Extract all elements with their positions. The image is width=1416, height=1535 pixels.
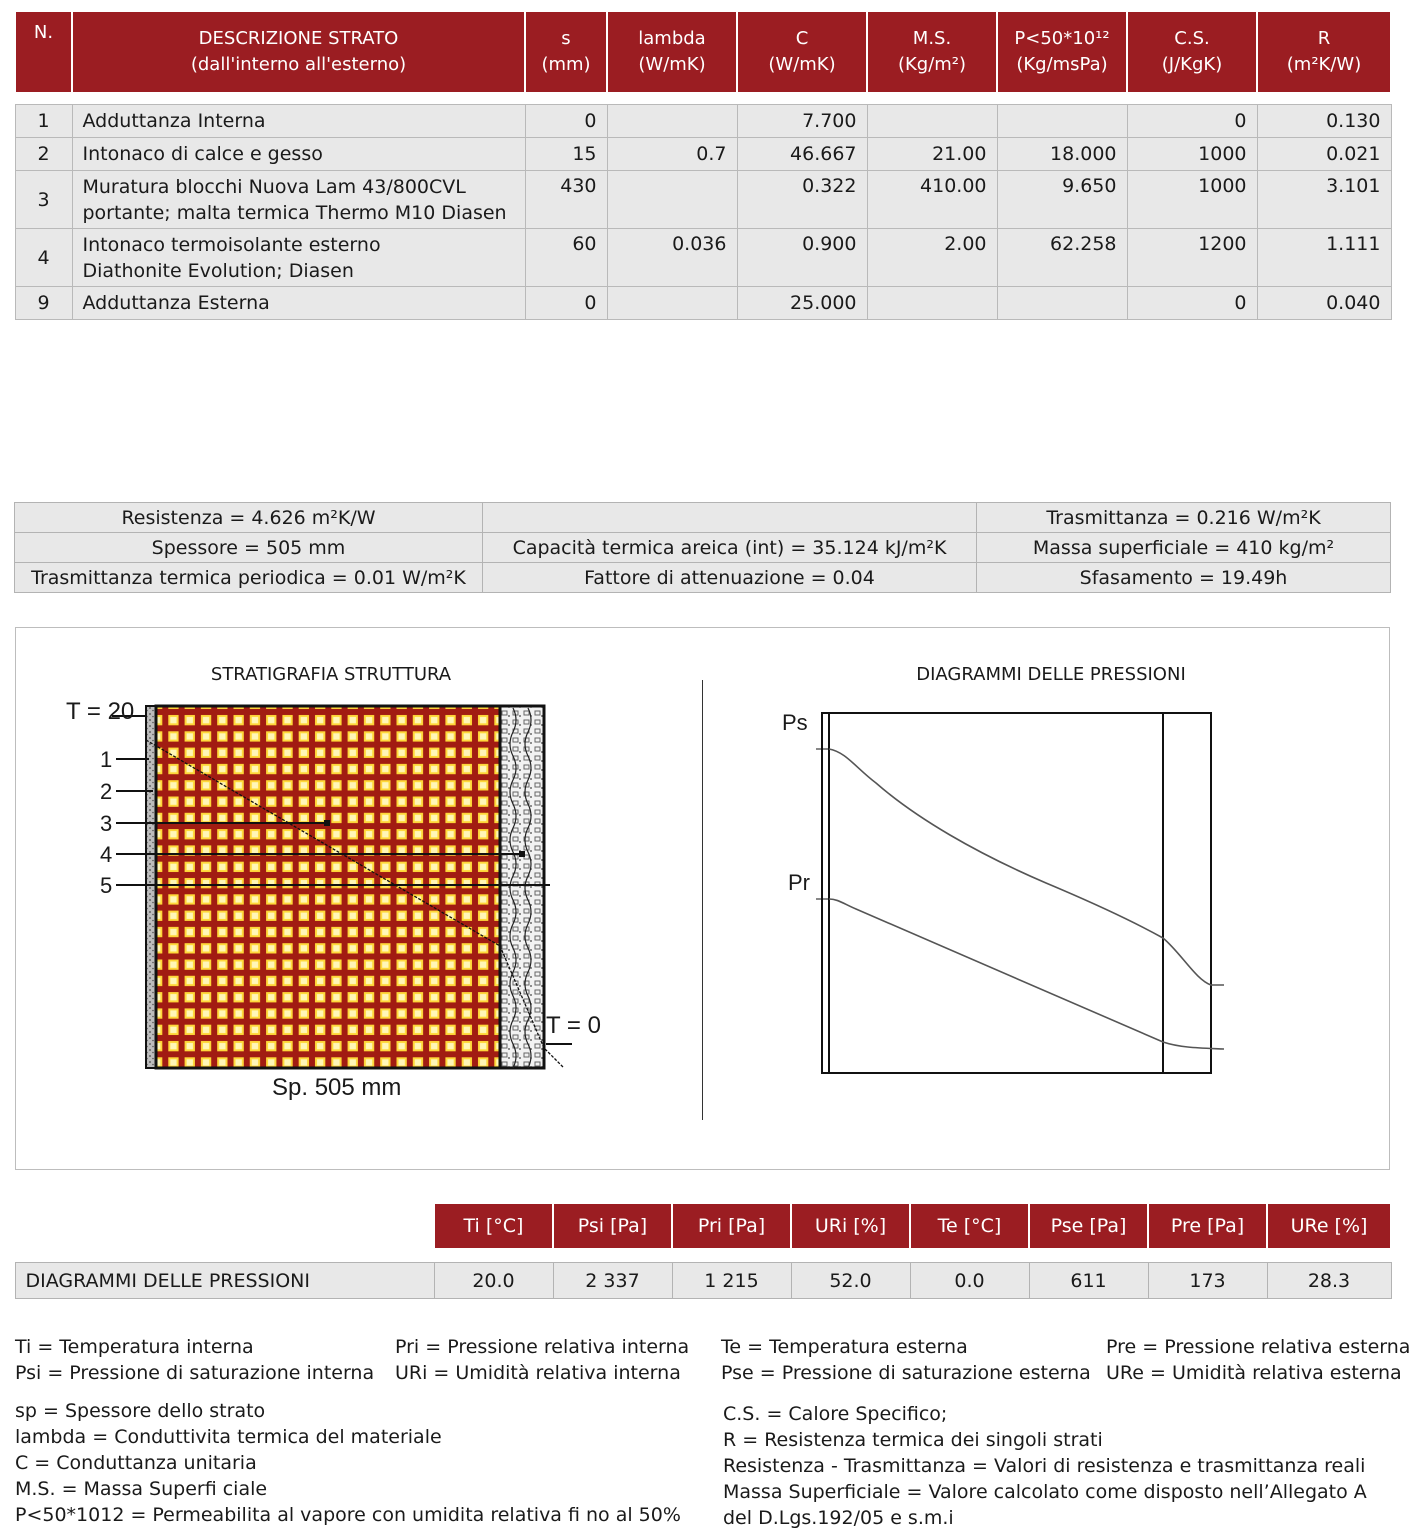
desc-line-2: portante; malta termica Thermo M10 Diasen [82,201,507,224]
cell-lambda [607,287,737,320]
table-row [15,229,1391,287]
legend-item: Psi = Pressione di saturazione interna [15,1362,375,1384]
legend-item: sp = Spessore dello strato [15,1400,266,1422]
resistenza-value: Resistenza = 4.626 m²K/W [15,503,483,533]
header-uri: URi [%] [791,1204,910,1248]
legend-item: P<50*1012 = Permeabilita al vapore con umidita relativa fi no al 50% [15,1504,681,1526]
cell-desc [72,171,525,229]
cell-c: 0.322 [737,171,867,229]
header-n: N. [15,12,72,92]
layers-table [14,12,1392,320]
cell-p: 18.000 [997,138,1127,171]
trasmittanza-periodica-value: Trasmittanza termica periodica = 0.01 W/m²K [15,563,483,593]
cell-lambda [607,171,737,229]
value-psi: 2 337 [553,1263,672,1299]
cell-n: 9 [15,287,72,320]
desc-line-1: Intonaco termoisolante esterno [82,233,381,256]
legend-col-3 [721,1334,1091,1386]
sfasamento-value: Sfasamento = 19.49h [977,563,1391,593]
cell-s: 0 [525,105,607,138]
legend-item: URe = Umidità relativa esterna [1106,1362,1402,1384]
pr-label: Pr [788,870,810,895]
header-pre: Pre [Pa] [1148,1204,1267,1248]
header-ti: Ti [°C] [434,1204,553,1248]
cell-r: 0.130 [1257,105,1391,138]
header-s: s (mm) [525,12,607,92]
header-te: Te [°C] [910,1204,1029,1248]
trasmittanza-value: Trasmittanza = 0.216 W/m²K [977,503,1391,533]
cell-n: 2 [15,138,72,171]
summary-empty-cell [483,503,977,533]
diagram-panel [15,627,1390,1170]
cell-lambda [607,105,737,138]
header-r: R (m²K/W) [1257,12,1391,92]
sp-label: Sp. 505 mm [272,1074,402,1101]
cell-cs: 1000 [1127,138,1257,171]
header-blank [15,1204,434,1248]
cell-r: 3.101 [1257,171,1391,229]
cell-cs: 1200 [1127,229,1257,287]
attenuazione-value: Fattore di attenuazione = 0.04 [483,563,977,593]
layer-label-1: 1 [100,747,113,772]
cell-p: 9.650 [997,171,1127,229]
header-pri: Pri [Pa] [672,1204,791,1248]
cell-s: 60 [525,229,607,287]
desc-line-1: Muratura blocchi Nuova Lam 43/800CVL [82,175,466,198]
legend-left-block [15,1398,681,1528]
header-cs: C.S. (J/KgK) [1127,12,1257,92]
cell-cs: 0 [1127,105,1257,138]
header-descrizione: DESCRIZIONE STRATO (dall'interno all'esterno) [72,12,525,92]
legend-item: C = Conduttanza unitaria [15,1452,257,1474]
table-row [15,287,1391,320]
pressure-frame [822,713,1211,1073]
cell-c: 0.900 [737,229,867,287]
legend-col-1 [15,1334,374,1386]
header-lambda: lambda (W/mK) [607,12,737,92]
cell-cs: 0 [1127,287,1257,320]
cell-p: 62.258 [997,229,1127,287]
value-uri: 52.0 [791,1263,910,1299]
cell-desc: Adduttanza Interna [72,105,525,138]
t-out-label: T = 0 [546,1012,601,1039]
cell-p [997,105,1127,138]
legend-item: Ti = Temperatura interna [15,1336,254,1358]
table-row [15,171,1391,229]
legend-item: M.S. = Massa Superfi ciale [15,1478,268,1500]
cell-cs: 1000 [1127,171,1257,229]
cell-ms [867,287,997,320]
value-te: 0.0 [910,1263,1029,1299]
header-ure: URe [%] [1267,1204,1391,1248]
pr-curve [829,899,1224,1049]
cell-c: 25.000 [737,287,867,320]
cell-ms: 410.00 [867,171,997,229]
cell-r: 0.040 [1257,287,1391,320]
capacita-value: Capacità termica areica (int) = 35.124 kJ/m²K [483,533,977,563]
cell-ms: 2.00 [867,229,997,287]
desc-line-2: Diathonite Evolution; Diasen [82,259,354,282]
summary-row [15,533,1391,563]
spessore-value: Spessore = 505 mm [15,533,483,563]
legend-item: del D.Lgs.192/05 e s.m.i [723,1507,954,1529]
cell-desc: Intonaco di calce e gesso [72,138,525,171]
summary-table [14,502,1391,593]
legend-right-block [723,1401,1367,1531]
header-psi: Psi [Pa] [553,1204,672,1248]
value-pre: 173 [1148,1263,1267,1299]
cell-lambda: 0.036 [607,229,737,287]
layers-header-row [15,12,1391,92]
cell-c: 7.700 [737,105,867,138]
legend-col-2 [395,1334,689,1386]
header-ms: M.S. (Kg/m²) [867,12,997,92]
layer-label-2: 2 [100,779,113,804]
legend-item: URi = Umidità relativa interna [395,1362,681,1384]
cell-s: 430 [525,171,607,229]
summary-row [15,563,1391,593]
t-in-label: T = 20 [66,698,135,725]
table-row [15,138,1391,171]
cell-desc: Adduttanza Esterna [72,287,525,320]
cell-ms: 21.00 [867,138,997,171]
header-c: C (W/mK) [737,12,867,92]
value-pse: 611 [1029,1263,1148,1299]
cell-n: 4 [15,229,72,287]
legend-item: Pse = Pressione di saturazione esterna [721,1362,1091,1384]
legend-col-4 [1106,1334,1410,1386]
cell-s: 0 [525,287,607,320]
table-row [15,1263,1391,1299]
legend-item: Resistenza - Trasmittanza = Valori di resistenza e trasmittanza reali [723,1455,1366,1477]
legend-item: Pre = Pressione relativa esterna [1106,1336,1411,1358]
cell-c: 46.667 [737,138,867,171]
cell-n: 1 [15,105,72,138]
value-ure: 28.3 [1267,1263,1391,1299]
pressure-diagram [16,628,1389,1168]
layer-label-5: 5 [100,873,113,898]
ps-label: Ps [782,710,808,735]
value-pri: 1 215 [672,1263,791,1299]
header-pse: Pse [Pa] [1029,1204,1148,1248]
summary-row [15,503,1391,533]
massa-value: Massa superficiale = 410 kg/m² [977,533,1391,563]
legend-item: lambda = Conduttivita termica del materiale [15,1426,442,1448]
cell-n: 3 [15,171,72,229]
cell-ms [867,105,997,138]
table-row [15,105,1391,138]
row-label: DIAGRAMMI DELLE PRESSIONI [15,1263,434,1299]
cell-lambda: 0.7 [607,138,737,171]
header-p: P<50*10¹² (Kg/msPa) [997,12,1127,92]
stratigrafia-title: STRATIGRAFIA STRUTTURA [210,664,452,685]
value-ti: 20.0 [434,1263,553,1299]
cell-p [997,287,1127,320]
legend-item: Massa Superficiale = Valore calcolato come disposto nell’Allegato A [723,1481,1367,1503]
pressioni-title: DIAGRAMMI DELLE PRESSIONI [916,664,1186,685]
pressure-header-row [15,1204,1391,1248]
cell-s: 15 [525,138,607,171]
ps-curve [829,749,1224,985]
legend-item: R = Resistenza termica dei singoli strati [723,1429,1103,1451]
layer-label-4: 4 [100,842,113,867]
layer-label-3: 3 [100,811,113,836]
legend-item: C.S. = Calore Specifico; [723,1403,948,1425]
cell-r: 1.111 [1257,229,1391,287]
legend-item: Te = Temperatura esterna [721,1336,968,1358]
cell-desc [72,229,525,287]
legend-item: Pri = Pressione relativa interna [395,1336,690,1358]
pressure-table [14,1204,1392,1299]
cell-r: 0.021 [1257,138,1391,171]
